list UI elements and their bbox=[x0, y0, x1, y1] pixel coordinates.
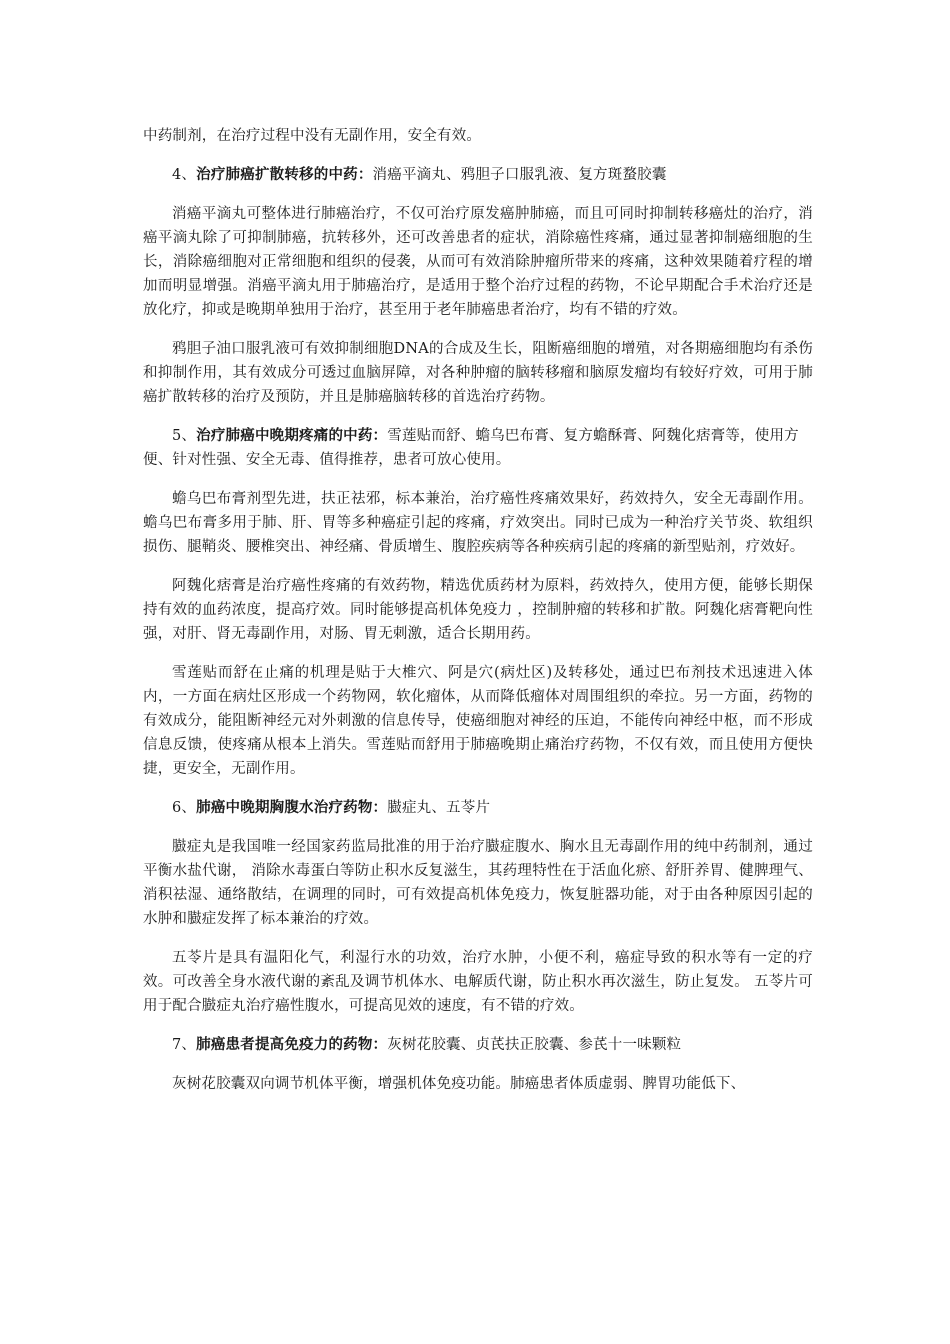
heading-bold-title: 治疗肺癌扩散转移的中药： bbox=[196, 166, 373, 183]
paragraph: 阿魏化痞膏是治疗癌性疼痛的有效药物，精选优质药材为原料，药效持久，使用方便，能够长期保持有效的血药浓度，提高疗效。同时能够提高机体免疫力 ，控制肿瘤的转移和扩散。阿魏化痞膏靶向性强，对肝、肾无毒副作用，对肠、胃无刺激，适合长期用药。 bbox=[143, 578, 813, 642]
heading-drug-list: 雪莲贴而舒、蟾乌巴布膏、复方蟾酥膏、阿魏化痞膏等，使用方便、针对性强、安全无毒、值得推荐，患者可放心使用。 bbox=[143, 428, 799, 468]
paragraph: 消癌平滴丸可整体进行肺癌治疗，不仅可治疗原发癌肿肺癌，而且可同时抑制转移癌灶的治疗，消癌平滴丸除了可抑制肺癌，抗转移外，还可改善患者的症状，消除癌性疼痛，通过显著抑制癌细胞的生长，消除癌细胞对正常细胞和组织的侵袭，从而可有效消除肿瘤所带来的疼痛，这种效果随着疗程的增加而明显增强。消癌平滴丸用于肺癌治疗，是适用于整个治疗过程的药物，不论早期配合手术治疗还是放化疗，抑或是晚期单独用于治疗，甚至用于老年肺癌患者治疗，均有不错的疗效。 bbox=[143, 206, 813, 318]
heading-drug-list: 消癌平滴丸、鸦胆子口服乳液、复方斑蝥胶囊 bbox=[372, 167, 667, 183]
heading-drug-list: 灰树花胶囊、贞芪扶正胶囊、参芪十一味颗粒 bbox=[387, 1037, 682, 1053]
heading-number: 6、 bbox=[172, 800, 197, 816]
paragraph: 蟾乌巴布膏剂型先进，扶正祛邪，标本兼治，治疗癌性疼痛效果好，药效持久，安全无毒副作用。蟾乌巴布膏多用于肺、肝、胃等多种癌症引起的疼痛，疗效突出。同时已成为一种治疗关节炎、软组织损伤、腿鞘炎、腰椎突出、神经痛、骨质增生、腹腔疾病等各种疾病引起的疼痛的新型贴剂，疗效好。 bbox=[143, 491, 813, 555]
section-heading-6 bbox=[143, 796, 813, 820]
paragraph: 灰树花胶囊双向调节机体平衡，增强机体免疫功能。肺癌患者体质虚弱、脾胃功能低下、 bbox=[172, 1076, 746, 1092]
heading-number: 5、 bbox=[172, 428, 197, 444]
heading-bold-title: 肺癌患者提高免疫力的药物： bbox=[196, 1036, 388, 1053]
heading-number: 4、 bbox=[172, 167, 197, 183]
heading-bold-title: 治疗肺癌中晚期疼痛的中药： bbox=[196, 427, 388, 444]
paragraph: 雪莲贴而舒在止痛的机理是贴于大椎穴、阿是穴(病灶区)及转移处，通过巴布剂技术迅速进入体内，一方面在病灶区形成一个药物网，软化瘤体，从而降低瘤体对周围组织的牵拉。另一方面，药物的有效成分，能阻断神经元对外刺激的信息传导，使癌细胞对神经的压迫，不能传向神经中枢，而不形成信息反馈，使疼痛从根本上消失。雪莲贴而舒用于肺癌晚期止痛治疗药物，不仅有效，而且使用方便快捷，更安全，无副作用。 bbox=[143, 665, 813, 777]
paragraph: 鸦胆子油口服乳液可有效抑制细胞DNA的合成及生长，阻断癌细胞的增殖，对各期癌细胞均有杀伤和抑制作用，其有效成分可透过血脑屏障，对各种肿瘤的脑转移瘤和脑原发瘤均有较好疗效，可用于肺癌扩散转移的治疗及预防，并且是肺癌脑转移的首选治疗药物。 bbox=[143, 341, 813, 405]
paragraph: 臌症丸是我国唯一经国家药监局批准的用于治疗臌症腹水、胸水且无毒副作用的纯中药制剂，通过平衡水盐代谢， 消除水毒蛋白等防止积水反复滋生，其药理特性在于活血化瘀、舒肝养胃、健脾理气、消积祛湿、通络散结，在调理的同时，可有效提高机体免疫力，恢复脏器功能，对于由各种原因引起的水肿和臌症发挥了标本兼治的疗效。 bbox=[143, 839, 813, 927]
section-heading-7 bbox=[143, 1033, 813, 1057]
heading-bold-title: 肺癌中晚期胸腹水治疗药物： bbox=[196, 799, 388, 816]
heading-number: 7、 bbox=[172, 1037, 197, 1053]
section-heading-5 bbox=[143, 424, 813, 472]
section-heading-4 bbox=[143, 163, 813, 187]
heading-drug-list: 臌症丸、五苓片 bbox=[387, 800, 491, 816]
paragraph: 五苓片是具有温阳化气，利湿行水的功效，治疗水肿，小便不利，癌症导致的积水等有一定的疗效。可改善全身水液代谢的紊乱及调节机体水、电解质代谢，防止积水再次滋生，防止复发。 五苓片可用于配合臌症丸治疗癌性腹水，可提高见效的速度，有不错的疗效。 bbox=[143, 950, 813, 1014]
document-body bbox=[143, 124, 813, 1111]
paragraph-continuation: 中药制剂，在治疗过程中没有无副作用，安全有效。 bbox=[143, 128, 482, 144]
